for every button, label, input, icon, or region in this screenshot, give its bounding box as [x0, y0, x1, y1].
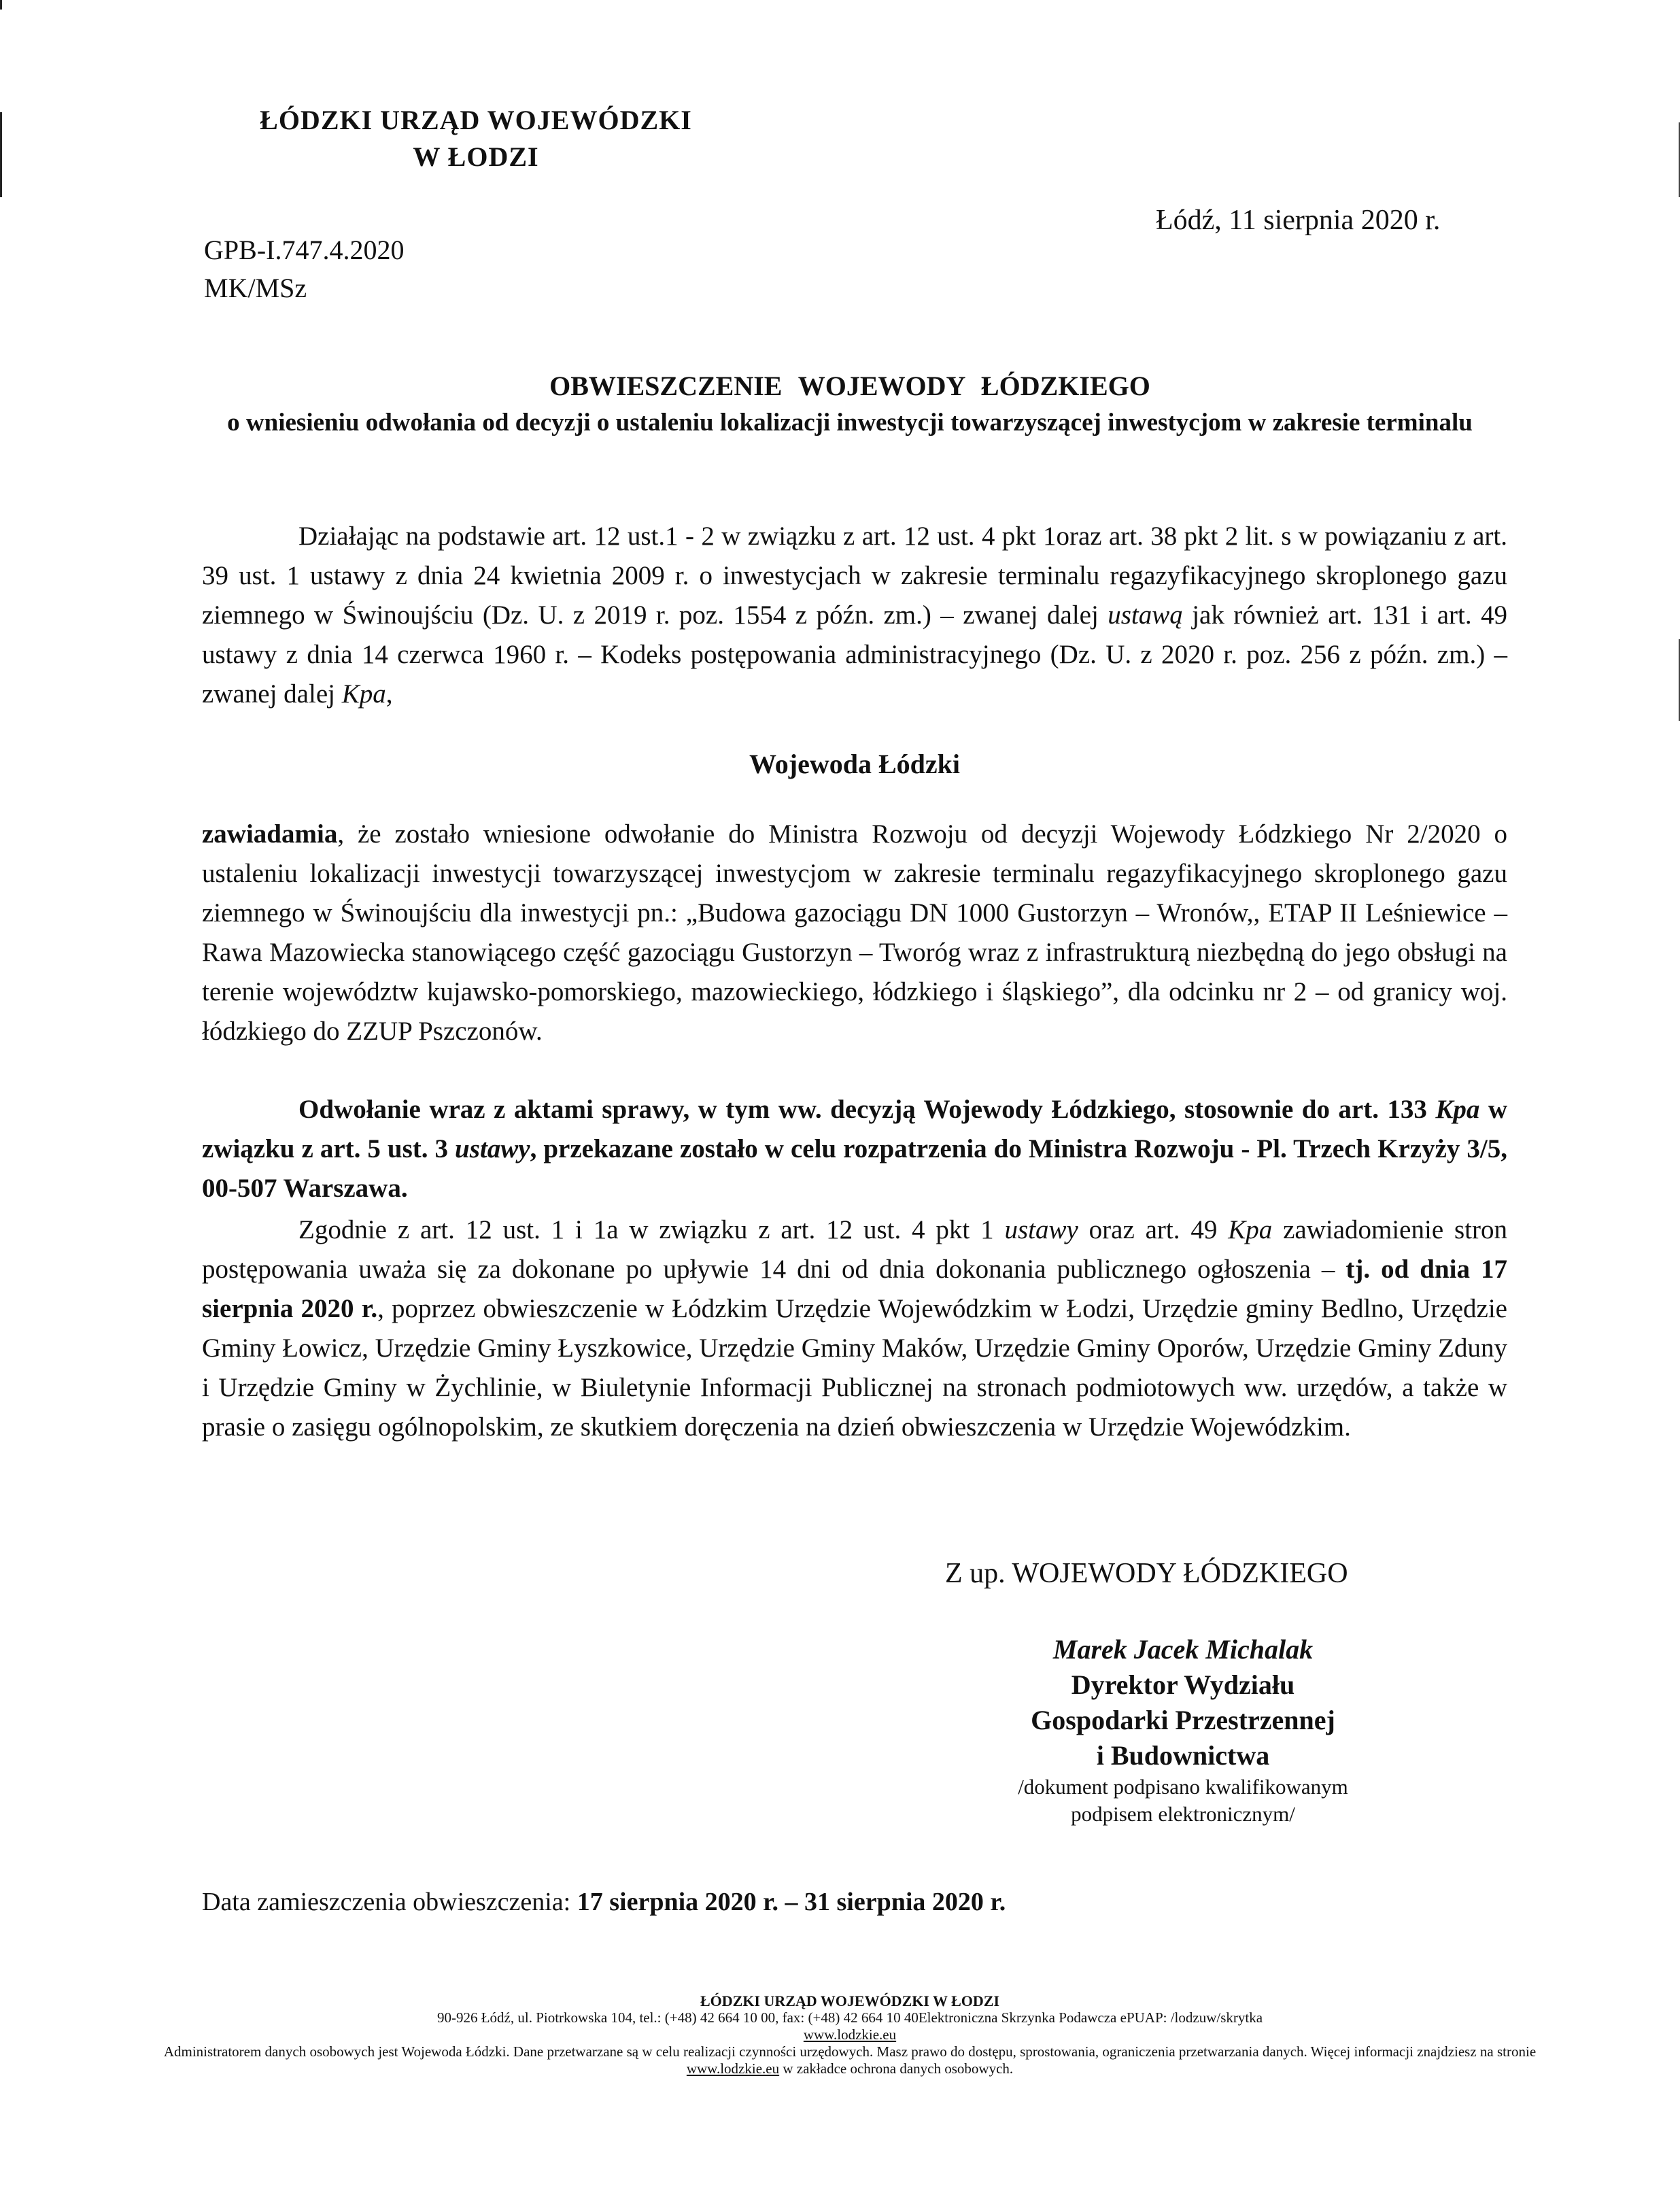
- text: ,: [385, 679, 393, 709]
- page-footer: [136, 1992, 1564, 2077]
- authority-heading: Wojewoda Łódzki: [749, 749, 961, 779]
- signature-block: [938, 1632, 1428, 1828]
- document-title: [136, 367, 1564, 441]
- scan-edge-mark: [0, 0, 2, 10]
- transfer-paragraph: [202, 1090, 1507, 1208]
- term-kpa: Kpa: [1228, 1215, 1273, 1244]
- footer-website-link[interactable]: www.lodzkie.eu: [803, 2026, 897, 2043]
- notice-lead: zawiadamia: [202, 819, 338, 849]
- term-ustawa: ustawą: [1108, 600, 1183, 630]
- footer-contact: 90-926 Łódź, ul. Piotrkowska 104, tel.: (+48) 42 664 10 00, fax: (+48) 42 664 10 40Elektroniczna Skrzynka Podawcza ePUAP: /lodzuw/skrytka: [436, 2009, 1263, 2026]
- signatory-title-line2: Gospodarki Przestrzennej: [1031, 1705, 1335, 1735]
- publication-period-label: Data zamieszczenia obwieszczenia:: [202, 1888, 577, 1916]
- effective-date: tj. od dnia 17 sierpnia 2020 r.: [202, 1255, 1508, 1323]
- text: w zakładce ochrona danych osobowych.: [779, 2060, 1014, 2077]
- publication-period: [202, 1887, 1006, 1917]
- term-kpa: Kpa: [1435, 1095, 1480, 1124]
- signature-note-line2: podpisem elektronicznym/: [1071, 1802, 1295, 1826]
- title-main: OBWIESZCZENIE WOJEWODY ŁÓDZKIEGO: [549, 371, 1150, 401]
- text: , poprzez obwieszczenie w Łódzkim Urzędzie Wojewódzkim w Łodzi, Urzędzie gminy Bedlno, Urzędzie Gminy Łowicz, Urzędzie Gminy Łyszkowice, Urzędzie Gminy Maków, Urzędzie Gminy Oporów, Urzędzie Gminy Zduny i Urzędzie Gminy w Żychlinie, w Biuletynie Informacji Publicznej na stronach podmiotowych ww. urzędów, a także w prasie o zasięgu ogólnopolskim, ze skutkiem doręczenia na dzień obwieszczenia w Urzędzie Wojewódzkim.: [202, 1294, 1507, 1442]
- text: Działając na podstawie art. 12 ust.1 - 2 w związku z art. 12 ust. 4 pkt 1oraz art. 38 pkt 2 lit. s w powiązaniu z art. 39 ust. 1 ustawy z dnia 24 kwietnia 2009 r. o inwestycjach w zakresie terminalu regazyfikacyjnego skroplonego gazu ziemnego w Świnoujściu (Dz. U. z 2019 r. poz. 1554 z późn. zm.) – zwanej dalej: [202, 522, 1507, 630]
- text: , że zostało wniesione odwołanie do Ministra Rozwoju od decyzji Wojewody Łódzkiego Nr 2/2020 o ustaleniu lokalizacji inwestycji towarzyszącej inwestycjom w zakresie terminalu regazyfikacyjnego skroplonego gazu ziemnego w Świnoujściu dla inwestycji pn.: „Budowa gazociągu DN 1000 Gustorzyn – Wronów,, ETAP II Leśniewice – Rawa Mazowiecka stanowiącego część gazociągu Gustorzyn – Tworóg wraz z infrastrukturą niezbędną do jego obsługi na terenie województw kujawsko-pomorskiego, mazowieckiego, łódzkiego i śląskiego”, dla odcinku nr 2 – od granicy woj. łódzkiego do ZZUP Pszczonów.: [202, 819, 1507, 1046]
- signature-note-line1: /dokument podpisano kwalifikowanym: [1018, 1775, 1348, 1799]
- signatory-title-line3: i Budownictwa: [1096, 1740, 1270, 1771]
- text: Zgodnie z art. 12 ust. 1 i 1a w związku z art. 12 ust. 4 pkt 1: [298, 1215, 1005, 1244]
- text: , przekazane zostało w celu rozpatrzenia do Ministra Rozwoju - Pl. Trzech Krzyży 3/5, 00-507 Warszawa.: [202, 1134, 1507, 1203]
- on-behalf-text: Z up. WOJEWODY ŁÓDZKIEGO: [945, 1558, 1348, 1589]
- term-ustawy: ustawy: [455, 1134, 530, 1163]
- text: w związku z art. 5 ust. 3: [202, 1095, 1507, 1163]
- publication-paragraph: [202, 1210, 1507, 1447]
- text: oraz art. 49: [1078, 1215, 1229, 1244]
- notice-paragraph: [202, 815, 1507, 1051]
- signature-on-behalf: [945, 1557, 1348, 1590]
- gdpr-website-link[interactable]: www.lodzkie.eu: [686, 2060, 780, 2077]
- office-name-line1: ŁÓDZKI URZĄD WOJEWÓDZKI: [260, 105, 692, 135]
- reference-block: [204, 231, 404, 307]
- footer-office-name: ŁÓDZKI URZĄD WOJEWÓDZKI W ŁODZI: [700, 1992, 1000, 2009]
- legal-basis-paragraph: [202, 517, 1507, 714]
- text: Administratorem danych osobowych jest Wojewoda Łódzki. Dane przetwarzane są w celu realizacji czynności urzędowych. Masz prawo do dostępu, sprostowania, ograniczenia przetwarzania danych. Więcej informacji znajdziesz na stronie: [163, 2043, 1537, 2060]
- publication-period-range: 17 sierpnia 2020 r. – 31 sierpnia 2020 r.: [577, 1888, 1006, 1916]
- author-initials: MK/MSz: [204, 273, 307, 303]
- title-subtitle: o wniesieniu odwołania od decyzji o ustaleniu lokalizacji inwestycji towarzyszącej inwestycjom w zakresie terminalu: [227, 409, 1473, 437]
- office-header: [204, 102, 748, 175]
- scan-edge-mark: [0, 112, 2, 197]
- text: zawiadomienie stron postępowania uważa się za dokonane po upływie 14 dni od dnia dokonania publicznego ogłoszenia –: [202, 1215, 1507, 1284]
- reference-number: GPB-I.747.4.2020: [204, 235, 405, 265]
- term-ustawy: ustawy: [1004, 1215, 1078, 1244]
- office-name-line2: W ŁODZI: [413, 141, 539, 172]
- text: jak również art. 131 i art. 49 ustawy z dnia 14 czerwca 1960 r. – Kodeks postępowania administracyjnego (Dz. U. z 2020 r. poz. 256 z późn. zm.) – zwanej dalej: [202, 600, 1508, 709]
- footer-gdpr-notice: [136, 2043, 1564, 2077]
- place-and-date: Łódź, 11 sierpnia 2020 r.: [1156, 205, 1441, 236]
- signatory-title-line1: Dyrektor Wydziału: [1071, 1669, 1295, 1700]
- text: Odwołanie wraz z aktami sprawy, w tym ww. decyzją Wojewody Łódzkiego, stosownie do art. 133: [298, 1095, 1436, 1124]
- signatory-name: Marek Jacek Michalak: [1052, 1634, 1314, 1665]
- term-kpa: Kpa: [341, 679, 386, 709]
